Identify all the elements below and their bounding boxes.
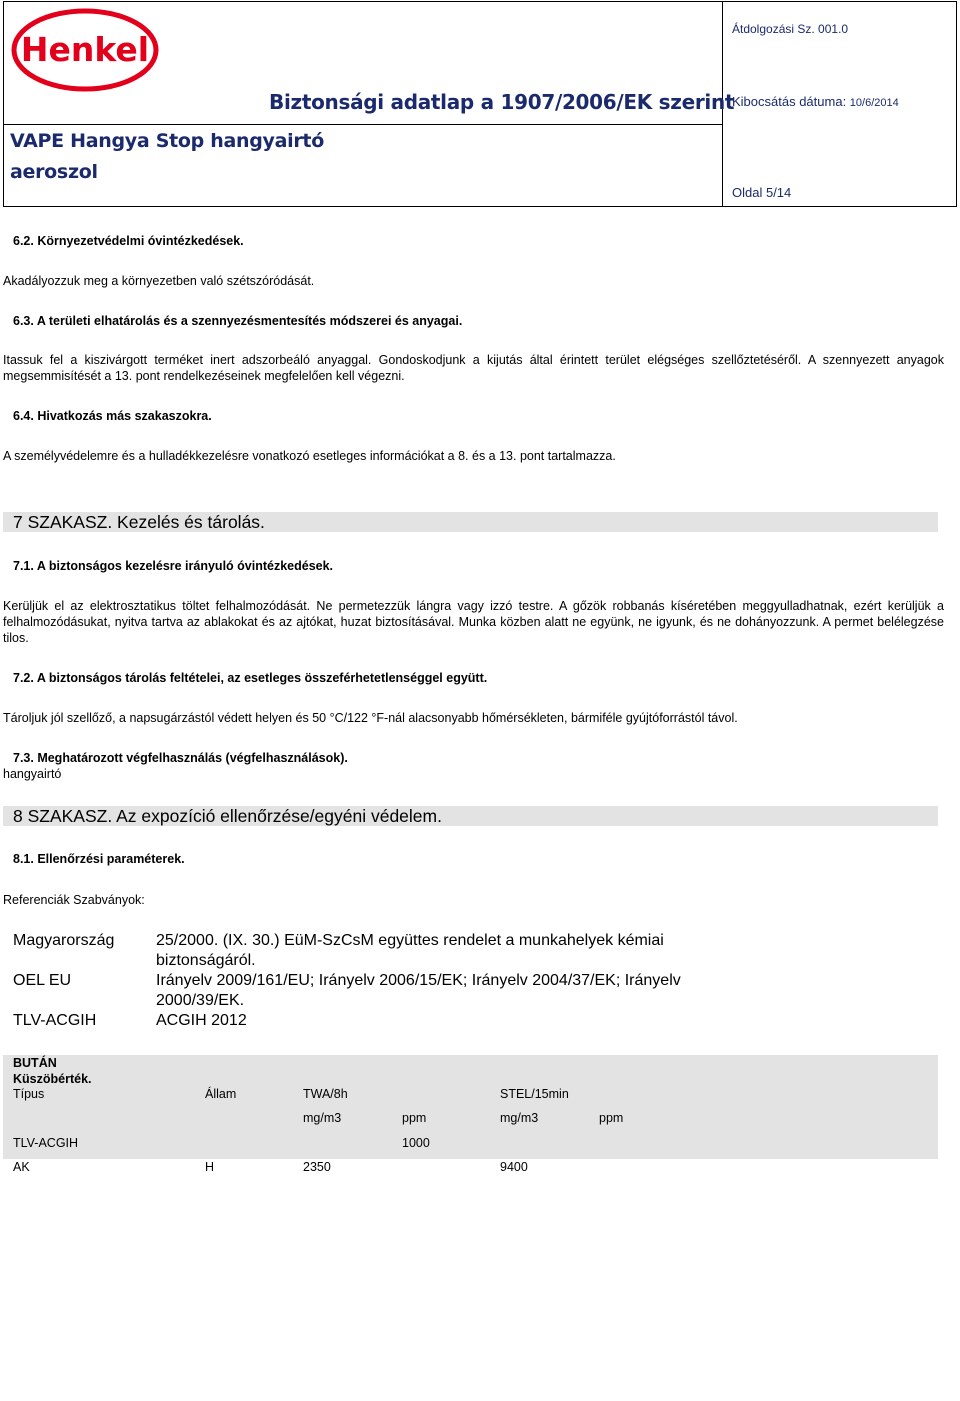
cell-stel-mg: 9400 [500, 1160, 528, 1174]
section-7-1-heading: 7.1. A biztonságos kezelésre irányuló óvintézkedések. [13, 559, 334, 573]
reference-country: OEL EU [13, 972, 72, 989]
reference-standards-label: Referenciák Szabványok: [3, 893, 145, 907]
reference-country: TLV-ACGIH [13, 1012, 97, 1029]
cell-twa-ppm: 1000 [402, 1136, 430, 1150]
section-7-1-text: Kerüljük el az elektrosztatikus töltet felhalmozódását. Ne permetezzük lángra vagy izzó testre. A gőzök robbanás kíséretében meggyulladhatnak, ezért kerüljük a felhalmozódásukat, nyitva tartva az ablakokat és az ajtókat, huzat biztosításával. Munka közben alatt ne együnk, ne igyunk, és ne dohányozzunk. A permet belélegzése tilos. [3, 599, 944, 645]
substance-name: BUTÁN [13, 1056, 57, 1070]
cell-type: AK [13, 1160, 30, 1174]
sds-title: Biztonsági adatlap a 1907/2006/EK szerint [269, 90, 735, 114]
unit-stel-mg: mg/m3 [500, 1111, 539, 1125]
section-7-3-text: hangyairtó [3, 767, 62, 781]
reference-value: Irányelv 2009/161/EU; Irányelv 2006/15/EK; Irányelv 2004/37/EK; Irányelv 2000/39/EK. [156, 972, 681, 1009]
limits-subtitle: Küszöbérték. [13, 1072, 92, 1086]
document-header [3, 1, 957, 207]
section-8-band [3, 806, 938, 826]
section-6-3-heading: 6.3. A területi elhatárolás és a szennyezésmentesítés módszerei és anyagai. [13, 314, 463, 328]
section-6-2-heading: 6.2. Környezetvédelmi óvintézkedések. [13, 234, 244, 248]
section-7-title: 7 SZAKASZ. Kezelés és tárolás. [13, 512, 265, 532]
section-6-3-text: Itassuk fel a kiszivárgott terméket inert adszorbeáló anyaggal. Gondoskodjunk a kijutás által érintett terület elégséges szellőztetéséről. A szennyezett anyagok megsemmisítését a 13. pont rendelkezéseinek megfelelően kell végezni. [3, 353, 944, 383]
product-name: VAPE Hangya Stop hangyairtó aeroszol [10, 130, 324, 183]
section-7-3-heading: 7.3. Meghatározott végfelhasználás (végfelhasználások). [13, 751, 348, 765]
section-6-4-heading: 6.4. Hivatkozás más szakaszokra. [13, 409, 212, 423]
henkel-logo-icon [11, 8, 159, 92]
section-6-4-text: A személyvédelemre és a hulladékkezelésre vonatkozó esetleges információkat a 8. és a 13. pont tartalmazza. [3, 449, 616, 463]
section-7-band [3, 512, 938, 532]
reference-country: Magyarország [13, 932, 115, 949]
reference-value: 25/2000. (IX. 30.) EüM-SzCsM együttes rendelet a munkahelyek kémiai biztonságáról. [156, 932, 664, 969]
revision-number: Átdolgozási Sz. 001.0 [732, 22, 849, 36]
col-header-state: Állam [205, 1087, 237, 1101]
header-divider-horizontal [4, 124, 722, 125]
cell-type: TLV-ACGIH [13, 1136, 79, 1150]
limits-table-header-bg [3, 1055, 938, 1135]
col-header-twa: TWA/8h [303, 1087, 348, 1101]
page-number: Oldal 5/14 [732, 185, 792, 200]
section-7-2-heading: 7.2. A biztonságos tárolás feltételei, az esetleges összeférhetetlenséggel együtt. [13, 671, 488, 685]
section-7-2-text: Tároljuk jól szellőző, a napsugárzástól védett helyen és 50 °C/122 °F-nál alacsonyabb hőmérsékleten, bármiféle gyújtóforrástól távol. [3, 711, 738, 725]
section-6-2-text: Akadályozzuk meg a környezetben való szétszóródását. [3, 274, 315, 288]
col-header-type: Típus [13, 1087, 45, 1101]
issue-date: Kibocsátás dátuma: 10/6/2014 [732, 94, 899, 109]
unit-twa-mg: mg/m3 [303, 1111, 342, 1125]
section-8-title: 8 SZAKASZ. Az expozíció ellenőrzése/egyéni védelem. [13, 806, 442, 826]
col-header-stel: STEL/15min [500, 1087, 569, 1101]
unit-twa-ppm: ppm [402, 1111, 427, 1125]
reference-value: ACGIH 2012 [156, 1012, 247, 1029]
cell-state: H [205, 1160, 215, 1174]
svg-text:Henkel: Henkel [20, 30, 150, 69]
cell-twa-mg: 2350 [303, 1160, 331, 1174]
unit-stel-ppm: ppm [599, 1111, 624, 1125]
table-row-bg [3, 1135, 938, 1159]
section-8-1-heading: 8.1. Ellenőrzési paraméterek. [13, 852, 185, 866]
